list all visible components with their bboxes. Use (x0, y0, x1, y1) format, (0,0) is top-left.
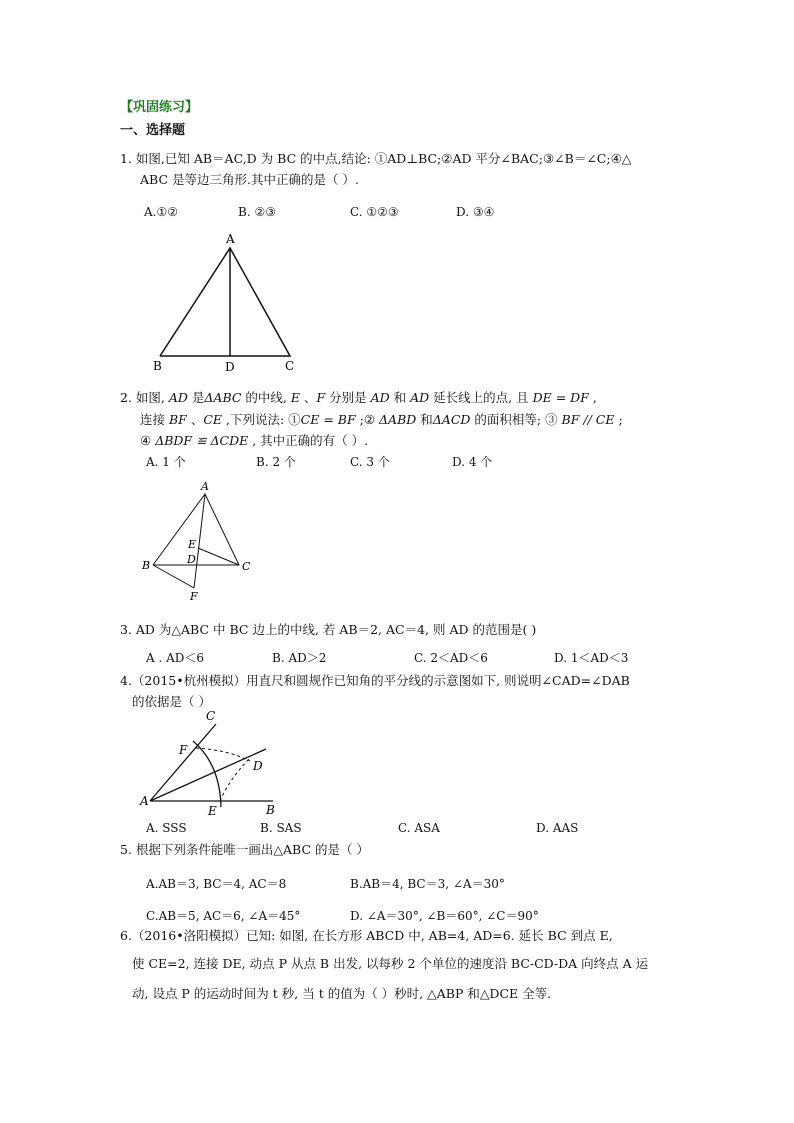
q2-option-b[interactable]: B. 2 个 (256, 455, 296, 469)
q4-label-c: C (206, 709, 216, 723)
q4-ray-ac (150, 724, 216, 801)
q2-label-f: F (190, 590, 198, 603)
q4-label-a: A (140, 794, 149, 808)
q3-option-b[interactable]: B. AD＞2 (272, 651, 327, 665)
q2-segment-bf (153, 565, 194, 588)
q5-option-a[interactable]: A.AB＝3, BC＝4, AC＝8 (146, 877, 287, 891)
q2-label-d: D (187, 553, 196, 566)
q1-label-a: A (226, 232, 235, 246)
section-subtitle: 一、选择题 (120, 123, 186, 138)
q2-option-d[interactable]: D. 4 个 (452, 455, 493, 469)
q2-triangle-abc (153, 494, 239, 565)
q1-label-c: C (285, 359, 295, 373)
q3-option-a[interactable]: A . AD＜6 (146, 651, 205, 665)
q1-triangle-figure (140, 228, 320, 378)
q4-ray-ad (150, 749, 266, 801)
q1-option-a[interactable]: A.①② (144, 205, 178, 219)
q4-option-a[interactable]: A. SSS (146, 821, 187, 835)
q4-option-d[interactable]: D. AAS (536, 821, 579, 835)
q5-text-line1: 5. 根据下列条件能唯一画出△ABC 的是（ ） (120, 842, 369, 857)
q2-triangle-figure (138, 478, 268, 606)
q4-bisector-figure (138, 708, 288, 820)
q4-label-f: F (179, 743, 188, 757)
q4-option-c[interactable]: C. ASA (398, 821, 440, 835)
q6-text-line2: 使 CE=2, 连接 DE, 动点 P 从点 B 出发, 以每秒 2 个单位的速度沿 BC-CD-DA 向终点 A 运 (132, 956, 649, 971)
q5-option-d[interactable]: D. ∠A＝30°, ∠B＝60°, ∠C＝90° (350, 909, 539, 923)
q2-segment-ce (198, 548, 239, 565)
q2-label-e: E (188, 538, 197, 551)
q3-option-d[interactable]: D. 1＜AD＜3 (554, 651, 629, 665)
q1-option-b[interactable]: B. ②③ (238, 205, 276, 219)
q5-option-c[interactable]: C.AB＝5, AC＝6, ∠A＝45° (146, 909, 301, 923)
q4-label-e: E (208, 804, 217, 818)
q2-option-a[interactable]: A. 1 个 (146, 455, 186, 469)
q4-arc-from-f (196, 748, 250, 761)
q2-text-line1: 2. 如图, AD 是ΔABC 的中线, E 、F 分别是 AD 和 AD 延长线上的点, 且 DE = DF , (120, 390, 597, 405)
q4-label-d: D (253, 759, 263, 773)
q1-text-line1: 1. 如图,已知 AB＝AC,D 为 BC 的中点,结论: ①AD⊥BC;②AD 平分∠BAC;③∠B＝∠C;④△ (120, 151, 632, 166)
q2-label-c: C (242, 560, 251, 573)
q1-label-d: D (225, 360, 235, 374)
q2-label-b: B (142, 559, 151, 572)
section-title: 【巩固练习】 (120, 100, 199, 115)
q4-text-line2: 的依据是（ ） (132, 694, 211, 709)
q1-option-d[interactable]: D. ③④ (456, 205, 495, 219)
q2-label-a: A (201, 480, 209, 493)
q4-label-b: B (266, 803, 275, 817)
q1-option-c[interactable]: C. ①②③ (350, 205, 399, 219)
q6-text-line1: 6.（2016•洛阳模拟）已知: 如图, 在长方形 ABCD 中, AB=4, AD=6. 延长 BC 到点 E, (120, 928, 613, 943)
q2-text-line3: ④ ΔBDF ≌ ΔCDE , 其中正确的有（ ）. (140, 433, 369, 448)
q4-option-b[interactable]: B. SAS (260, 821, 302, 835)
q3-text-line1: 3. AD 为△ABC 中 BC 边上的中线, 若 AB＝2, AC＝4, 则 AD 的范围是( ) (120, 622, 537, 637)
q4-text-line1: 4.（2015•杭州模拟）用直尺和圆规作已知角的平分线的示意图如下, 则说明∠CAD=∠DAB (120, 673, 630, 688)
q2-text-line2: 连接 BF 、CE ,下列说法: ①CE = BF ;② ΔABD 和ΔACD 的面积相等; ③ BF // CE ; (140, 412, 623, 427)
q3-option-c[interactable]: C. 2＜AD＜6 (414, 651, 488, 665)
q5-option-b[interactable]: B.AB＝4, BC＝3, ∠A＝30° (350, 877, 505, 891)
q2-option-c[interactable]: C. 3 个 (350, 455, 390, 469)
q1-triangle-abc (160, 248, 290, 356)
q1-label-b: B (153, 359, 162, 373)
q4-arc-from-e (220, 757, 251, 801)
q6-text-line3: 动, 设点 P 的运动时间为 t 秒, 当 t 的值为（ ）秒时, △ABP 和△DCE 全等. (132, 986, 552, 1001)
q1-text-line2: ABC 是等边三角形.其中正确的是（ ）. (140, 172, 359, 187)
